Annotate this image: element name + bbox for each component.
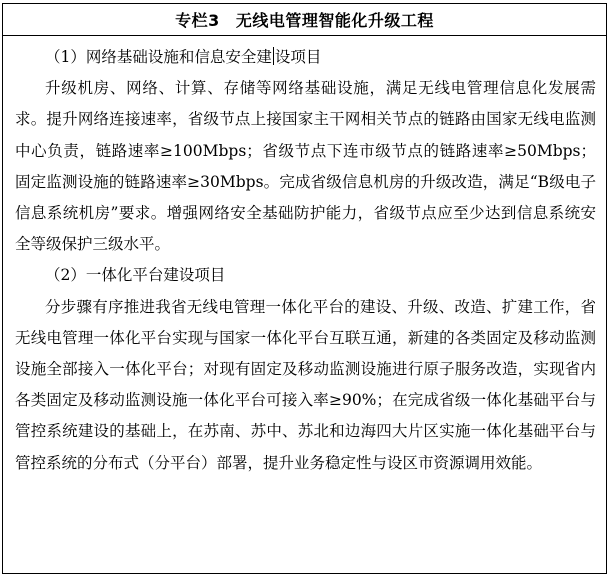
section-paragraph-network: 升级机房、网络、计算、存储等网络基础设施，满足无线电管理信息化发展需求。提升网络连接速率，省级节点上接国家主干网相关节点的链路由国家无线电监测中心负责，链路速率≥100Mbps；省级节点下连市级节点的链路速率≥50Mbps；固定监测设施的链路速率≥30Mbps。完成省级信息机房的升级改造，满足“B级电子信息系统机房”要求。增强网络安全基础防护能力，省级节点应至少达到信息系统安全等级保护三级水平。 (15, 79, 596, 254)
column-label: 专栏3 (175, 11, 220, 30)
column-content (3, 36, 606, 479)
column-title-text: 无线电管理智能化升级工程 (235, 11, 434, 30)
text-cursor (273, 47, 274, 65)
section-paragraph-platform: 分步骤有序推进我省无线电管理一体化平台的建设、升级、改造、扩建工作，省无线电管理一体化平台实现与国家一体化平台互联互通，新建的各类固定及移动监测设施全部接入一体化平台；对现有固定及移动监测设施进行原子服务改造，实现省内各类固定及移动监测设施一体化平台可接入率≥90%；在完成省级一体化基础平台与管控系统建设的基础上，在苏南、苏中、苏北和边海四大片区实施一体化基础平台与管控系统的分布式（分平台）部署，提升业务稳定性与设区市资源调用效能。 (15, 297, 596, 472)
special-column-box (2, 3, 607, 574)
column-title (3, 4, 606, 36)
section-heading-network: （1）网络基础设施和信息安全建 设项目 (45, 48, 322, 66)
section-heading-platform: （2）一体化平台建设项目 (45, 266, 226, 285)
